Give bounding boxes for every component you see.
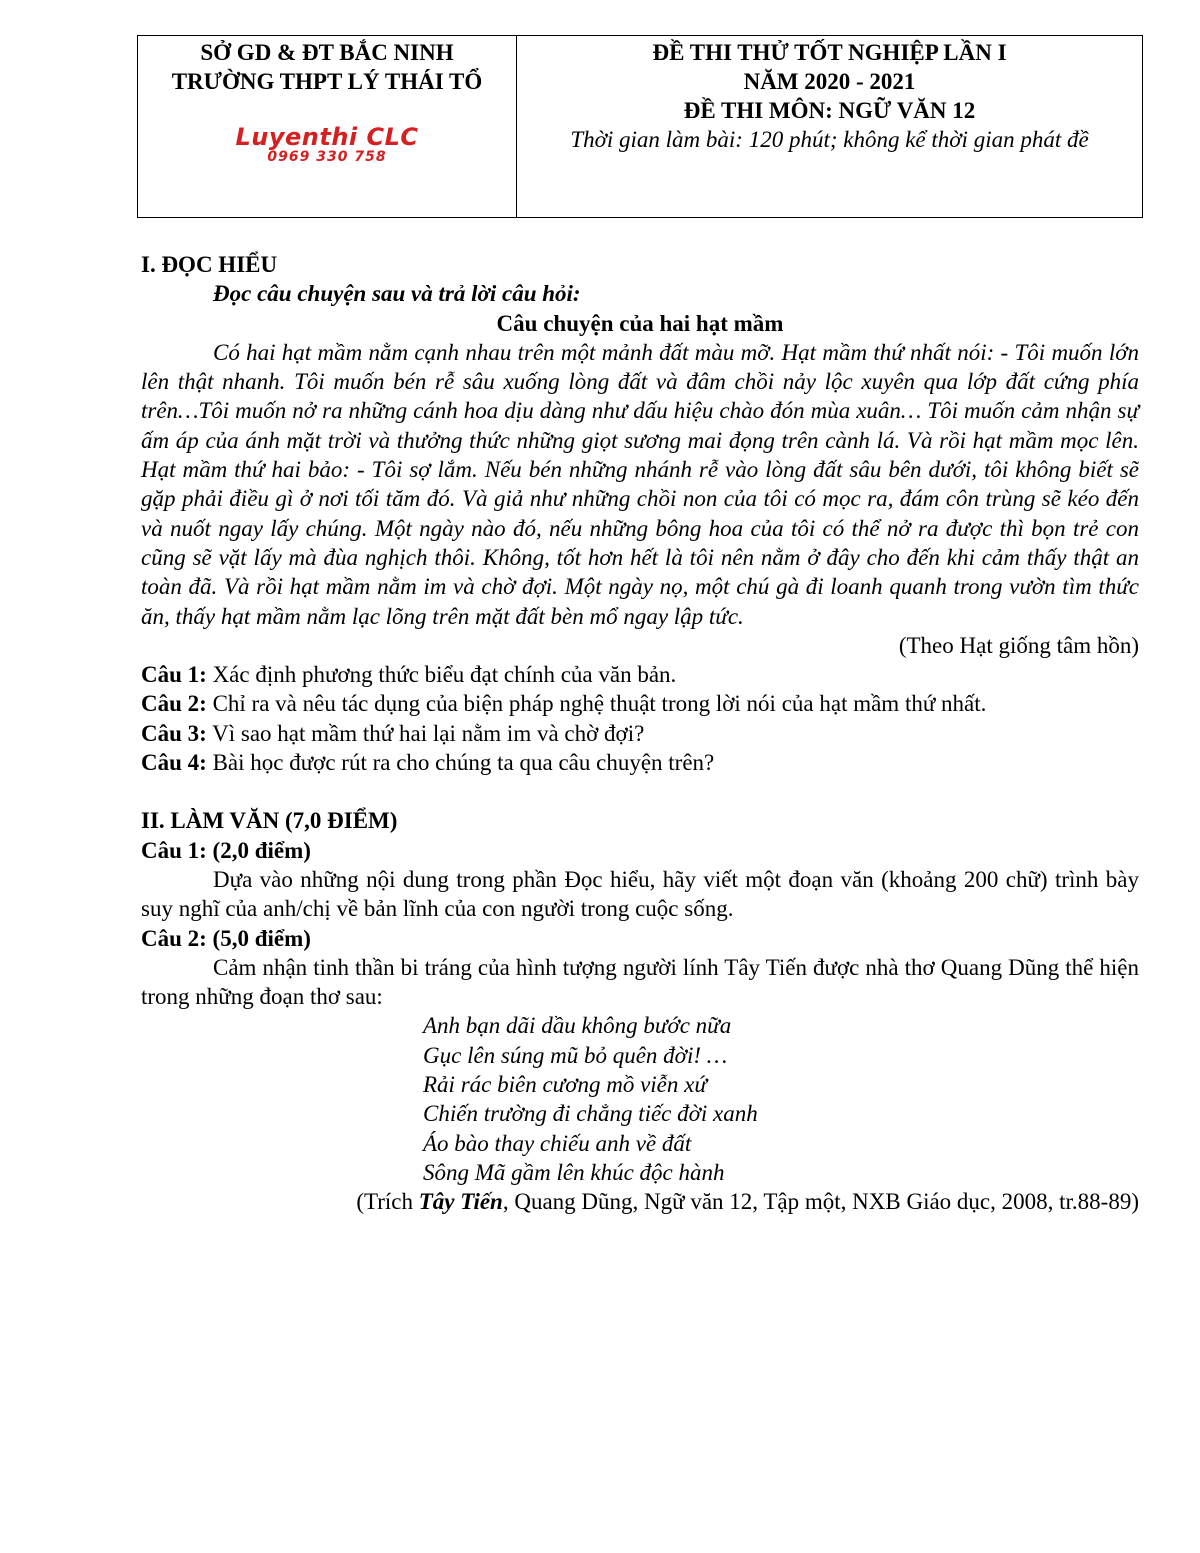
section-spacer xyxy=(141,777,1139,806)
exam-year: NĂM 2020 - 2021 xyxy=(743,69,916,94)
exam-duration: Thời gian làm bài: 120 phút; không kể thời gian phát đề xyxy=(570,127,1089,152)
story-title: Câu chuyện của hai hạt mầm xyxy=(496,310,784,336)
exam-content xyxy=(141,250,1139,1217)
luyenthi-logo xyxy=(138,124,516,164)
logo-phone: 0969 330 758 xyxy=(267,149,387,165)
poem-citation xyxy=(141,1187,1139,1216)
school-name: TRƯỜNG THPT LÝ THÁI TỔ xyxy=(171,69,483,94)
question-text: Vì sao hạt mầm thứ hai lại nằm im và chờ đợi? xyxy=(206,720,645,746)
school-info-cell xyxy=(138,36,517,217)
writing-question-2-heading: Câu 2: (5,0 điểm) xyxy=(141,925,311,951)
story-text: Có hai hạt mầm nằm cạnh nhau trên một mảnh đất màu mỡ. Hạt mầm thứ nhất nói: - Tôi muốn lớn lên thật nhanh. Tôi muốn bén rễ sâu xuống lòng đất và đâm chồi nảy lộc xuyên qua lớp đất cứng phía trên…Tôi muốn nở ra những cánh hoa dịu dàng như dấu hiệu chào đón mùa xuân… Tôi muốn cảm nhận sự ấm áp của ánh mặt trời và thưởng thức những giọt sương mai đọng trên cành lá. Và rồi hạt mầm mọc lên. Hạt mầm thứ hai bảo: - Tôi sợ lắm. Nếu bén những nhánh rễ vào lòng đất sâu bên dưới, tôi không biết sẽ gặp phải điều gì ở nơi tối tăm đó. Và giả như những chồi non của tôi có mọc ra, đám côn trùng sẽ kéo đến và nuốt ngay lấy chúng. Một ngày nào đó, nếu những bông hoa của tôi có thể nở ra được thì bọn trẻ con cũng sẽ vặt lấy mà đùa nghịch thôi. Không, tốt hơn hết là tôi nên nằm ở đây cho đến khi cảm thấy thật an toàn đã. Và rồi hạt mầm nằm im và chờ đợi. Một ngày nọ, một chú gà đi loanh quanh trong vườn tìm thức ăn, thấy hạt mầm nằm lạc lõng trên mặt đất bèn mổ ngay lập tức. xyxy=(141,339,1139,629)
reading-question-2 xyxy=(141,689,1139,718)
department-name: SỞ GD & ĐT BẮC NINH xyxy=(200,40,454,65)
question-label: Câu 4: xyxy=(141,750,207,776)
poem-line: Rải rác biên cương mồ viễn xứ xyxy=(423,1072,707,1098)
question-label: Câu 1: xyxy=(141,662,207,688)
writing-question-1-heading: Câu 1: (2,0 điểm) xyxy=(141,837,311,863)
question-text: Xác định phương thức biểu đạt chính của văn bản. xyxy=(206,662,677,688)
poem-line: Sông Mã gầm lên khúc độc hành xyxy=(423,1159,725,1185)
reading-heading: I. ĐỌC HIỂU xyxy=(141,252,278,277)
question-label: Câu 2: xyxy=(141,691,207,717)
citation-prefix: (Trích xyxy=(356,1189,419,1215)
writing-question-2-text: Cảm nhận tinh thần bi tráng của hình tượng người lính Tây Tiến được nhà thơ Quang Dũng thể hiện trong những đoạn thơ sau: xyxy=(141,954,1139,1010)
reading-question-3 xyxy=(141,719,1139,748)
exam-title: ĐỀ THI THỬ TỐT NGHIỆP LẦN I xyxy=(652,40,1007,65)
exam-info-cell xyxy=(517,36,1142,217)
poem-line: Chiến trường đi chẳng tiếc đời xanh xyxy=(423,1101,758,1127)
poem-line: Gục lên súng mũ bỏ quên đời! … xyxy=(423,1042,728,1068)
question-text: Bài học được rút ra cho chúng ta qua câu chuyện trên? xyxy=(206,750,715,776)
exam-subject: ĐỀ THI MÔN: NGỮ VĂN 12 xyxy=(683,98,976,123)
reading-instruction: Đọc câu chuyện sau và trả lời câu hỏi: xyxy=(213,281,581,307)
poem-line: Anh bạn dãi dầu không bước nữa xyxy=(423,1013,732,1039)
writing-question-1-text: Dựa vào những nội dung trong phần Đọc hiểu, hãy viết một đoạn văn (khoảng 200 chữ) trình bày suy nghĩ của anh/chị về bản lĩnh của con người trong cuộc sống. xyxy=(141,866,1139,922)
question-label: Câu 3: xyxy=(141,720,207,746)
story-source: (Theo Hạt giống tâm hồn) xyxy=(898,632,1139,658)
citation-work-title: Tây Tiến xyxy=(418,1189,503,1215)
exam-header-table xyxy=(137,35,1143,218)
citation-suffix: , Quang Dũng, Ngữ văn 12, Tập một, NXB Giáo dục, 2008, tr.88-89) xyxy=(502,1189,1139,1215)
writing-heading: II. LÀM VĂN (7,0 ĐIỂM) xyxy=(141,808,398,834)
poem-line: Áo bào thay chiếu anh về đất xyxy=(423,1130,692,1156)
logo-brand: Luyenthi CLC xyxy=(235,123,419,151)
poem-excerpt xyxy=(141,1011,1139,1187)
reading-question-1 xyxy=(141,660,1139,689)
question-text: Chỉ ra và nêu tác dụng của biện pháp nghệ thuật trong lời nói của hạt mầm thứ nhất. xyxy=(206,691,987,717)
reading-question-4 xyxy=(141,748,1139,777)
